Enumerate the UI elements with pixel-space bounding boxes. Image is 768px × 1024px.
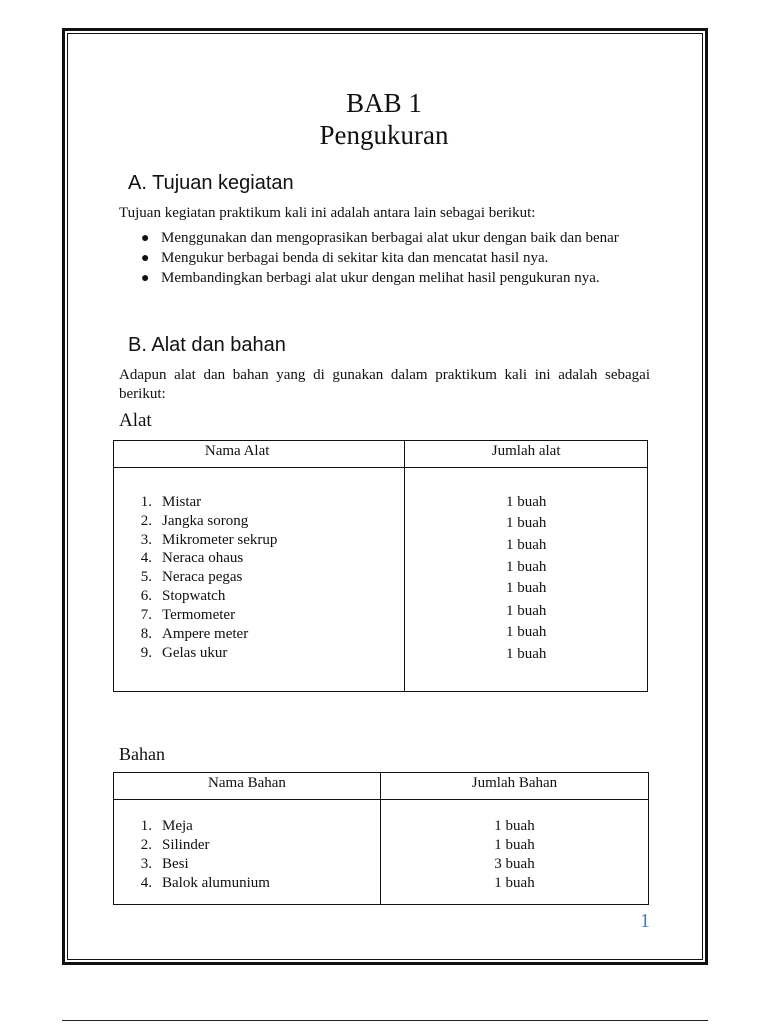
qty-value: 1 buah — [505, 537, 547, 553]
qty-value: 1 buah — [505, 580, 547, 596]
list-item: ● Membandingkan berbagi alat ukur dengan melihat hasil pengukuran nya. — [141, 270, 600, 286]
bahan-label: Bahan — [119, 744, 165, 764]
chapter-title: BAB 1 — [346, 88, 422, 118]
bottom-divider — [62, 1020, 708, 1021]
qty-value: 1 buah — [494, 818, 535, 834]
list-item: ● Mengukur berbagai benda di sekitar kita dan mencatat hasil nya. — [141, 250, 549, 266]
bahan-col-qty-header: Jumlah Bahan — [380, 773, 648, 800]
bahan-table — [113, 772, 649, 905]
bahan-qty-cell — [380, 800, 648, 905]
bullet-icon: ● — [141, 251, 150, 266]
alat-table — [113, 440, 648, 692]
section-a-heading: A. Tujuan kegiatan — [128, 172, 294, 194]
qty-value: 1 buah — [505, 624, 547, 640]
qty-value: 1 buah — [505, 559, 547, 575]
chapter-subtitle: Pengukuran — [319, 120, 449, 150]
qty-value: 1 buah — [505, 494, 547, 510]
alat-col-qty-header: Jumlah alat — [405, 441, 648, 468]
page-number: 1 — [640, 910, 650, 932]
objectives-list — [119, 229, 650, 288]
qty-value: 1 buah — [494, 875, 535, 891]
bahan-col-name-header: Nama Bahan — [114, 773, 381, 800]
qty-value: 1 buah — [505, 603, 547, 619]
qty-value: 1 buah — [505, 646, 547, 662]
alat-col-name-header: Nama Alat — [114, 441, 405, 468]
qty-value: 1 buah — [494, 837, 535, 853]
qty-value: 1 buah — [505, 515, 547, 531]
bullet-icon: ● — [141, 271, 150, 286]
alat-name-cell: 1. Mistar 2. Jangka sorong 3. Mikrometer sekrup 4. Neraca ohaus 5. Neraca pegas 6. Stopwatch 7. Termometer 8. Ampere meter 9. Gelas ukur — [114, 468, 405, 692]
qty-value: 3 buah — [494, 856, 535, 872]
bahan-name-cell: 1. Meja 2. Silinder 3. Besi 4. Balok alumunium — [114, 800, 381, 905]
section-a-intro: Tujuan kegiatan praktikum kali ini adalah antara lain sebagai berikut: — [119, 205, 536, 221]
bullet-icon: ● — [141, 231, 150, 246]
section-b-intro: Adapun alat dan bahan yang di gunakan dalam praktikum kali ini adalah sebagai berikut: — [119, 367, 650, 402]
alat-label: Alat — [119, 410, 152, 431]
section-b-heading: B. Alat dan bahan — [128, 334, 286, 356]
alat-qty-cell — [405, 468, 648, 692]
list-item: ● Menggunakan dan mengoprasikan berbagai alat ukur dengan baik dan benar — [141, 230, 619, 246]
